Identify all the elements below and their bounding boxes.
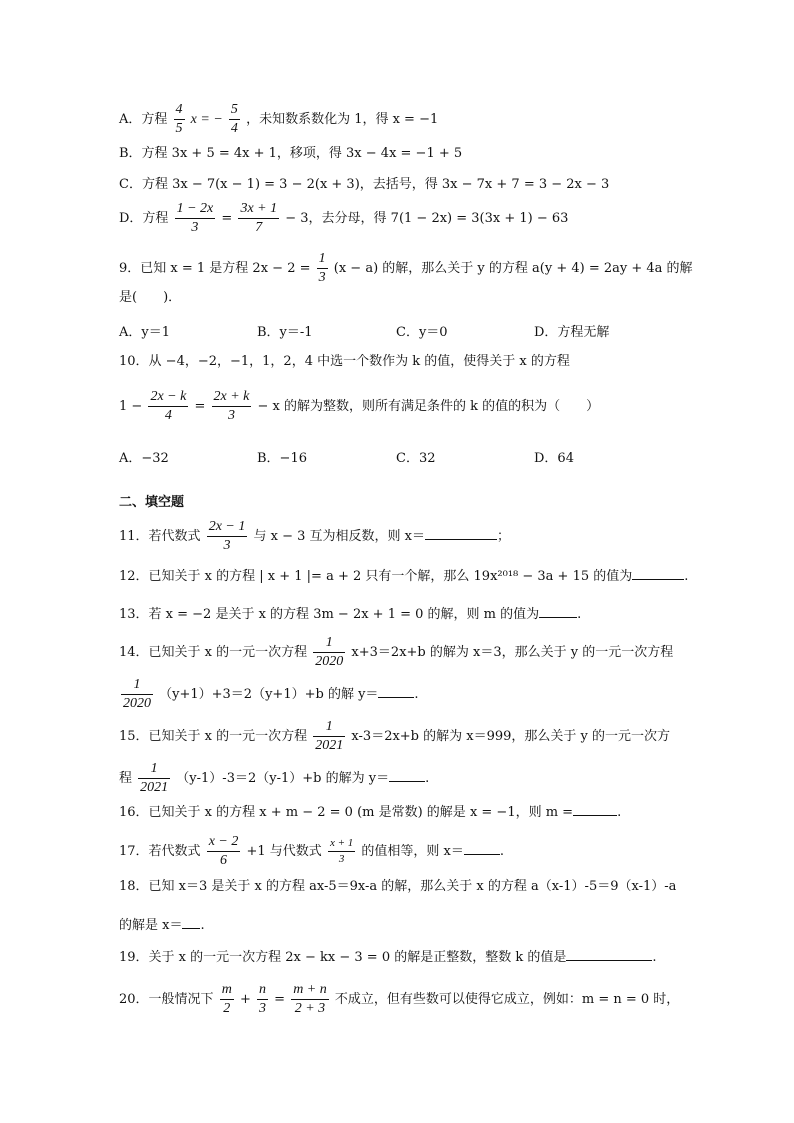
fraction [313, 636, 345, 669]
frac-num: 2x − 1 [207, 520, 248, 537]
frac-num: 2x − k [148, 390, 188, 407]
frac-num: 1 [313, 636, 345, 653]
q10-option-c: C．32 [396, 451, 436, 466]
q9-option-b: B．y＝-1 [257, 325, 313, 340]
frac-den: 2021 [140, 780, 169, 795]
answer-blank[interactable] [389, 767, 425, 782]
frac-den: 4 [164, 408, 172, 423]
q19-end: . [652, 950, 657, 965]
fraction [238, 202, 279, 235]
answer-blank[interactable] [464, 840, 500, 855]
q8d-prefix: D．方程 [119, 211, 169, 226]
q17-suffix: 的值相等，则 x＝ [361, 844, 464, 859]
q15-line2 [119, 762, 704, 795]
fraction [212, 390, 252, 423]
q17 [119, 835, 704, 868]
q15-suffix: x-3＝2x+b 的解为 x＝999，那么关于 y 的一元一次方 [351, 729, 671, 744]
fraction [174, 103, 185, 136]
answer-blank[interactable] [566, 946, 652, 961]
frac-den: 2 [223, 1001, 231, 1016]
q14-prefix: 14．已知关于 x 的一元一次方程 [119, 645, 308, 660]
answer-blank[interactable] [182, 914, 200, 929]
frac-num: 1 [313, 720, 345, 737]
frac-num: 3x + 1 [238, 202, 279, 219]
frac-den: 5 [175, 121, 183, 136]
frac-num: m + n [291, 983, 329, 1000]
frac-num: 1 − 2x [175, 202, 216, 219]
q10-option-a: A．−32 [119, 451, 169, 466]
fraction [148, 390, 188, 423]
fraction [175, 202, 216, 235]
q18-line2-text: 的解是 x＝ [119, 918, 183, 933]
q17-end: . [499, 844, 504, 859]
q13-text: 13．若 x = −2 是关于 x 的方程 3m − 2x + 1 = 0 的解，则 m 的值为 [119, 607, 540, 622]
frac-den: 3 [338, 853, 345, 865]
frac-den: 3 [227, 408, 235, 423]
fraction [121, 678, 153, 711]
equals: = [194, 399, 206, 414]
q19 [119, 946, 704, 967]
q9-prefix: 9．已知 x = 1 是方程 2x − 2 = [119, 261, 311, 276]
q18-end: . [200, 918, 205, 933]
q14-line2-text: （y+1）+3＝2（y+1）+b 的解 y＝ [159, 687, 379, 702]
frac-den: 6 [220, 853, 228, 868]
q10-option-d: D．64 [534, 451, 574, 466]
q16 [119, 801, 704, 822]
answer-blank[interactable] [573, 801, 617, 816]
frac-num: 2x + k [212, 390, 252, 407]
q8-option-a [119, 103, 704, 136]
q12-text: 12．已知关于 x 的方程 | x + 1 |= a + 2 只有一个解，那么 19x²⁰¹⁸ − 3a + 15 的值为 [119, 569, 633, 584]
fraction [313, 720, 345, 753]
fraction [257, 983, 268, 1016]
q11 [119, 520, 704, 553]
q20-prefix: 20．一般情况下 [119, 992, 214, 1007]
q8a-mid: x = − [190, 112, 223, 127]
q15-end: . [425, 771, 430, 786]
q9-option-a: A．y＝1 [119, 325, 171, 340]
q17-mid: +1 与代数式 [246, 844, 322, 859]
frac-den: 2020 [123, 696, 151, 711]
q18-stem: 18．已知 x＝3 是关于 x 的方程 ax-5＝9x-a 的解，那么关于 x 的方程 a（x-1）-5＝9（x-1）-a [119, 879, 677, 894]
section-heading: 二、填空题 [119, 495, 185, 510]
q8a-prefix: A．方程 [119, 112, 168, 127]
q15-prefix: 15．已知关于 x 的一元一次方程 [119, 729, 308, 744]
q8-option-d [119, 202, 704, 235]
q20-suffix: 不成立，但有些数可以使得它成立，例如：m = n = 0 时， [334, 992, 680, 1007]
fraction [291, 983, 329, 1016]
q10-pre: 1 − [119, 399, 143, 414]
q10-suffix: − x 的解为整数，则所有满足条件的 k 的值的积为（ ） [257, 399, 600, 414]
q11-suffix: 与 x − 3 互为相反数，则 x＝ [253, 529, 425, 544]
plus: + [239, 992, 251, 1007]
frac-den: 4 [230, 121, 238, 136]
q9-option-c: C．y＝0 [396, 325, 448, 340]
q16-end: . [617, 805, 622, 820]
q14-line2 [119, 678, 704, 711]
frac-den: 3 [223, 538, 231, 553]
frac-num: n [257, 983, 268, 1000]
q19-text: 19．关于 x 的一元一次方程 2x − kx − 3 = 0 的解是正整数，整数 k 的值是 [119, 950, 567, 965]
frac-den: 2020 [315, 654, 344, 669]
q8a-suffix: ，未知数系数化为 1，得 x = −1 [246, 112, 439, 127]
fraction [229, 103, 240, 136]
q17-prefix: 17．若代数式 [119, 844, 201, 859]
frac-num: 4 [174, 103, 185, 120]
answer-blank[interactable] [425, 525, 497, 540]
q10-equation [119, 390, 704, 423]
frac-den: 3 [318, 270, 326, 285]
fraction [220, 983, 234, 1016]
q11-end: ； [497, 529, 511, 544]
q14-stem [119, 636, 704, 669]
q10-option-b: B．−16 [257, 451, 307, 466]
answer-blank[interactable] [378, 683, 414, 698]
q14-end: . [414, 687, 419, 702]
q18-line2 [119, 914, 704, 935]
frac-num: x − 2 [207, 835, 241, 852]
q20 [119, 983, 704, 1016]
frac-den: 2021 [315, 738, 344, 753]
q9-stem [119, 252, 704, 285]
q10-stem: 10．从 −4，−2，−1，1，2，4 中选一个数作为 k 的值，使得关于 x 的方程 [119, 354, 570, 369]
frac-num: 5 [229, 103, 240, 120]
frac-num: 1 [138, 762, 170, 779]
q13-end: . [577, 607, 582, 622]
q9-suffix: (x − a) 的解，那么关于 y 的方程 a(y + 4) = 2ay + 4a 的解 [333, 261, 693, 276]
fraction [317, 252, 328, 285]
answer-blank[interactable] [632, 565, 684, 580]
q9-option-d: D．方程无解 [534, 325, 610, 340]
frac-den: 7 [255, 220, 263, 235]
q15-line2-text: （y-1）-3＝2（y-1）+b 的解为 y＝ [176, 771, 390, 786]
answer-blank[interactable] [539, 603, 577, 618]
frac-den: 3 [259, 1001, 266, 1016]
frac-num: 1 [121, 678, 153, 695]
q8-option-c: C．方程 3x − 7(x − 1) = 3 − 2(x + 3)，去括号，得 3x − 7x + 7 = 3 − 2x − 3 [119, 177, 610, 192]
fraction [138, 762, 170, 795]
fraction [207, 520, 248, 553]
q15-stem [119, 720, 704, 753]
q12-end: . [684, 569, 689, 584]
q8-option-b: B．方程 3x + 5 = 4x + 1，移项，得 3x − 4x = −1 + 5 [119, 146, 463, 161]
frac-num: 1 [317, 252, 328, 269]
equals: = [221, 211, 233, 226]
fraction [328, 838, 355, 865]
q12 [119, 565, 704, 586]
q13 [119, 603, 704, 624]
q11-prefix: 11．若代数式 [119, 529, 201, 544]
frac-den: 3 [191, 220, 199, 235]
frac-num: m [220, 983, 234, 1000]
frac-num: x + 1 [328, 838, 355, 852]
equals: = [274, 992, 286, 1007]
fraction [207, 835, 241, 868]
frac-den: 2 + 3 [294, 1001, 326, 1016]
q9-stem-line2: 是( )． [119, 290, 182, 305]
q8d-suffix: − 3，去分母，得 7(1 − 2x) = 3(3x + 1) − 63 [285, 211, 569, 226]
q14-suffix: x+3＝2x+b 的解为 x＝3，那么关于 y 的一元一次方程 [351, 645, 674, 660]
q16-text: 16．已知关于 x 的方程 x + m − 2 = 0 (m 是常数) 的解是 x = −1，则 m = [119, 805, 574, 820]
q15-line2-pre: 程 [119, 771, 133, 786]
